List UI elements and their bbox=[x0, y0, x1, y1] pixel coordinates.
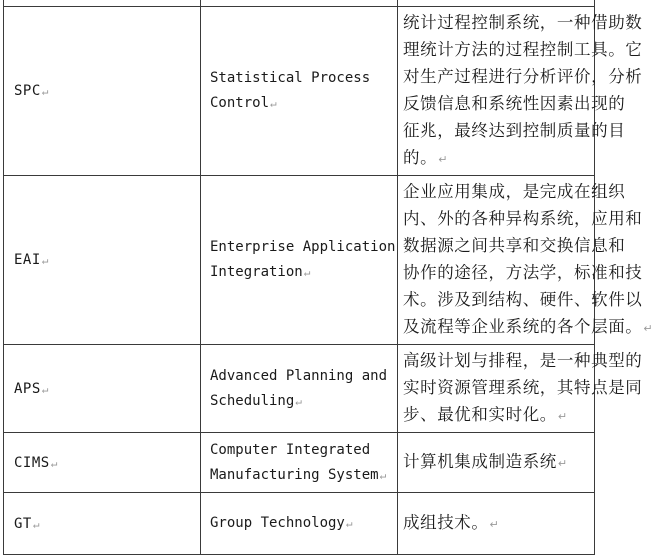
english-line: Scheduling↵ bbox=[210, 392, 302, 409]
abbr-cell bbox=[4, 433, 201, 493]
english-cell bbox=[201, 345, 398, 433]
paragraph-mark-icon: ↵ bbox=[489, 518, 500, 531]
english-line: Computer Integrated bbox=[210, 441, 371, 458]
chinese-line: 步、最优和实时化。↵ bbox=[403, 405, 568, 424]
paragraph-mark-icon: ↵ bbox=[270, 97, 277, 110]
abbr-text: GT bbox=[14, 515, 32, 532]
english-line: Manufacturing System↵ bbox=[210, 466, 387, 483]
abbr-cell bbox=[4, 493, 201, 555]
paragraph-mark-icon: ↵ bbox=[345, 517, 353, 530]
chinese-cell bbox=[398, 176, 653, 345]
paragraph-mark-icon: ↵ bbox=[41, 254, 49, 267]
paragraph-mark-icon: ↵ bbox=[438, 153, 449, 166]
english-line: Control↵ bbox=[210, 95, 277, 111]
english-line: Enterprise Application bbox=[210, 239, 396, 255]
chinese-line: 高级计划与排程，是一种典型的 bbox=[403, 351, 643, 370]
table-row-spc bbox=[4, 7, 595, 176]
chinese-line: 实时资源管理系统，其特点是同 bbox=[403, 378, 643, 397]
chinese-line: 及流程等企业系统的各个层面。↵ bbox=[403, 317, 653, 336]
english-cell bbox=[201, 176, 398, 345]
chinese-cell bbox=[398, 493, 595, 555]
paragraph-mark-icon: ↵ bbox=[50, 456, 58, 470]
paragraph-mark-icon: ↵ bbox=[379, 468, 387, 482]
english-cell bbox=[201, 493, 398, 555]
abbr-cell bbox=[4, 345, 201, 433]
table-row-eai bbox=[4, 176, 595, 345]
paragraph-mark-icon: ↵ bbox=[32, 517, 40, 531]
chinese-line: 征兆，最终达到控制质量的目 bbox=[403, 121, 626, 140]
abbr-text: SPC bbox=[14, 83, 41, 99]
english-line: Integration↵ bbox=[210, 264, 311, 280]
abbr-text: APS bbox=[14, 380, 41, 397]
chinese-line: 统计过程控制系统，一种借助数 bbox=[403, 13, 643, 32]
chinese-cell bbox=[398, 345, 643, 433]
chinese-line: 数据源之间共享和交换信息和 bbox=[403, 236, 626, 255]
paragraph-mark-icon: ↵ bbox=[557, 457, 568, 470]
paragraph-mark-icon: ↵ bbox=[557, 410, 568, 423]
english-line: Group Technology↵ bbox=[210, 515, 353, 531]
paragraph-mark-icon: ↵ bbox=[41, 85, 49, 98]
chinese-line: 计算机集成制造系统↵ bbox=[403, 452, 568, 471]
chinese-line: 理统计方法的过程控制工具。它 bbox=[403, 40, 643, 59]
table-row-gt bbox=[4, 493, 595, 555]
chinese-cell bbox=[398, 7, 643, 176]
abbr-cell bbox=[4, 7, 201, 176]
chinese-line: 协作的途径，方法学，标准和技 bbox=[403, 263, 643, 282]
chinese-cell bbox=[398, 433, 595, 493]
terms-table bbox=[3, 0, 653, 555]
chinese-line: 的。↵ bbox=[403, 148, 449, 167]
paragraph-mark-icon: ↵ bbox=[295, 394, 302, 408]
abbr-text: CIMS bbox=[14, 454, 50, 471]
abbr-cell bbox=[4, 176, 201, 345]
english-cell bbox=[201, 7, 398, 176]
english-cell bbox=[201, 433, 398, 493]
paragraph-mark-icon: ↵ bbox=[643, 322, 653, 335]
english-line: Statistical Process bbox=[210, 70, 371, 86]
paragraph-mark-icon: ↵ bbox=[41, 382, 49, 396]
table-row-aps bbox=[4, 345, 595, 433]
chinese-line: 企业应用集成，是完成在组织 bbox=[403, 182, 626, 201]
abbr-text: EAI bbox=[14, 252, 41, 268]
chinese-line: 内、外的各种异构系统，应用和 bbox=[403, 209, 643, 228]
chinese-line: 术。涉及到结构、硬件、软件以 bbox=[403, 290, 643, 309]
chinese-line: 对生产过程进行分析评价，分析 bbox=[403, 67, 643, 86]
chinese-line: 反馈信息和系统性因素出现的 bbox=[403, 94, 626, 113]
chinese-line: 成组技术。↵ bbox=[403, 513, 500, 532]
table-row-cims bbox=[4, 433, 595, 493]
english-line: Advanced Planning and bbox=[210, 367, 388, 384]
paragraph-mark-icon: ↵ bbox=[303, 266, 311, 279]
